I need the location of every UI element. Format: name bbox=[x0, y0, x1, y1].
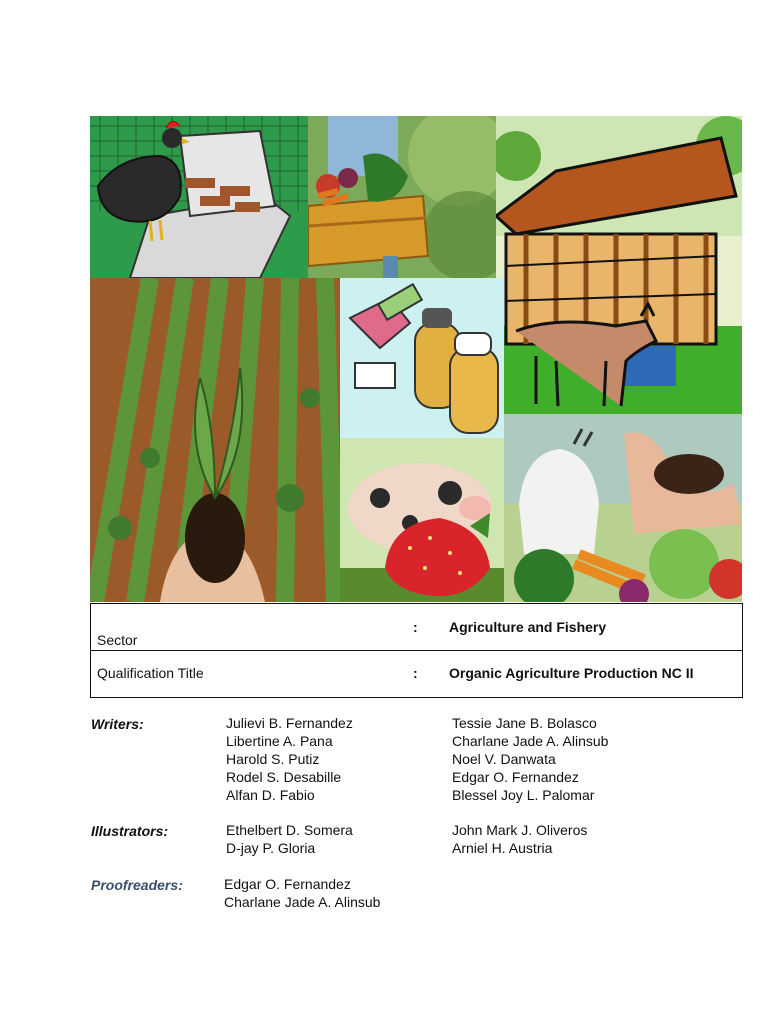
writer-name: Tessie Jane B. Bolasco bbox=[452, 715, 597, 731]
fertilizer-jars-illustration bbox=[340, 278, 504, 438]
sector-row bbox=[91, 604, 742, 650]
illustrators-col-2 bbox=[452, 821, 587, 857]
goat-soil-vegetables-photo bbox=[504, 414, 742, 602]
piglet-strawberry-photo bbox=[340, 438, 504, 602]
sector-colon: : bbox=[413, 619, 418, 635]
qualification-label: Qualification Title bbox=[97, 665, 204, 681]
proofreader-name: Edgar O. Fernandez bbox=[224, 876, 351, 892]
writer-name: Alfan D. Fabio bbox=[226, 787, 315, 803]
writer-name: Rodel S. Desabille bbox=[226, 769, 342, 785]
writer-name: Blessel Joy L. Palomar bbox=[452, 787, 595, 803]
qualification-info-table bbox=[90, 603, 743, 698]
qualification-value: Organic Agriculture Production NC II bbox=[449, 665, 694, 681]
cabbage-field-seedling-illustration bbox=[90, 278, 340, 602]
proofreaders-label: Proofreaders: bbox=[91, 877, 183, 893]
sector-label: Sector bbox=[97, 632, 138, 648]
sector-value: Agriculture and Fishery bbox=[449, 619, 607, 635]
qualification-row bbox=[91, 650, 742, 697]
poultry-house-goat-illustration bbox=[496, 116, 742, 414]
qualification-colon: : bbox=[413, 665, 418, 681]
cover-collage bbox=[90, 116, 742, 602]
illustrator-name: D-jay P. Gloria bbox=[226, 840, 316, 856]
writer-name: Edgar O. Fernandez bbox=[452, 769, 579, 785]
writer-name: Charlane Jade A. Alinsub bbox=[452, 733, 609, 749]
writer-name: Libertine A. Pana bbox=[226, 733, 333, 749]
proofreader-name: Charlane Jade A. Alinsub bbox=[224, 894, 381, 910]
illustrator-name: John Mark J. Oliveros bbox=[452, 822, 588, 838]
writer-name: Noel V. Danwata bbox=[452, 751, 556, 767]
writers-col-1 bbox=[226, 714, 353, 804]
illustrator-name: Ethelbert D. Somera bbox=[226, 822, 353, 838]
writer-name: Harold S. Putiz bbox=[226, 751, 320, 767]
illustrator-name: Arniel H. Austria bbox=[452, 840, 553, 856]
writers-label: Writers: bbox=[91, 716, 144, 732]
writers-col-2 bbox=[452, 714, 608, 804]
proofreaders-col-1 bbox=[224, 875, 380, 911]
illustrators-col-1 bbox=[226, 821, 353, 857]
hen-nest-illustration bbox=[90, 116, 308, 278]
illustrators-label: Illustrators: bbox=[91, 823, 169, 839]
vegetable-crate-photo bbox=[308, 116, 496, 278]
writer-name: Julievi B. Fernandez bbox=[226, 715, 353, 731]
